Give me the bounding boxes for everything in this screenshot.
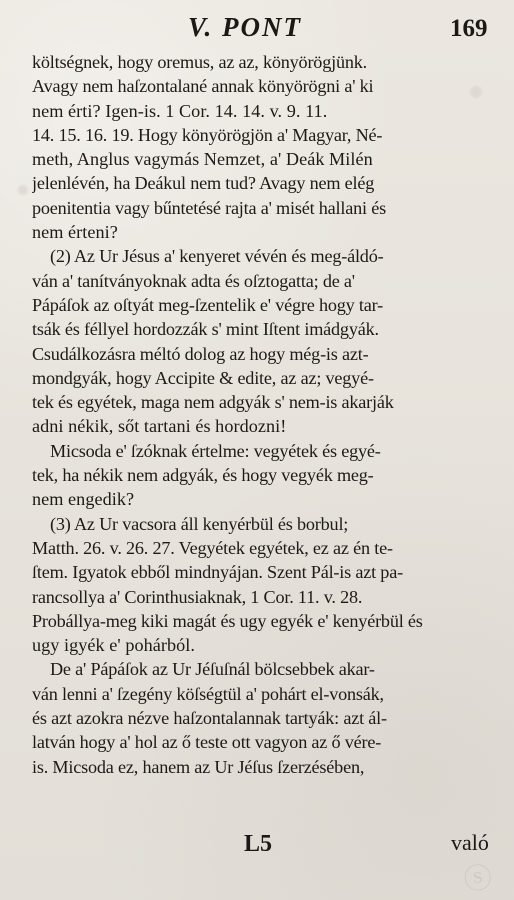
catchword: való	[451, 830, 489, 855]
ink-bleed-spot	[18, 185, 28, 195]
text-line: Csudálkozásra méltó dolog az hogy még-is azt-	[32, 343, 369, 364]
page-title: V. PONT	[188, 12, 303, 42]
page-number: 169	[450, 15, 488, 42]
text-line: (2) Az Ur Jésus a' kenyeret vévén és meg-áldó-	[50, 246, 384, 267]
body-text	[32, 50, 488, 779]
text-line: tek, ha nékik nem adgyák, és hogy vegyék meg-	[32, 465, 374, 486]
text-line: meth, Anglus vagymás Nemzet, a' Deák Milén	[32, 149, 373, 170]
text-line: ván a' tanítványoknak adta és oſztogatta; de a'	[32, 270, 355, 291]
text-line: és azt azokra nézve haſzontalannak tartyák: azt ál-	[32, 708, 387, 729]
text-line: jelenlévén, ha Deákul nem tud? Avagy nem elég	[32, 173, 375, 194]
signature-mark: L5	[244, 831, 273, 857]
text-line: tek és egyétek, maga nem adgyák s' nem-is akarják	[32, 392, 394, 413]
text-line: latván hogy a' hol az ő teste ott vagyon az ő vére-	[32, 732, 382, 753]
page-header	[0, 14, 514, 52]
text-line: rancsollya a' Corinthusiaknak, 1 Cor. 11. v. 28.	[32, 586, 363, 607]
text-line: adni nékik, sőt tartani és hordozni!	[32, 416, 287, 437]
text-line: Matth. 26. v. 26. 27. Vegyétek egyétek, ez az én te-	[32, 537, 393, 558]
text-line: (3) Az Ur vacsora áll kenyérbül és borbul;	[50, 513, 349, 534]
library-stamp-icon: ⓢ	[461, 860, 495, 897]
text-line: nem érti? Igen-is. 1 Cor. 14. 14. v. 9. 11.	[32, 100, 328, 121]
text-line: ugy igyék e' pohárból.	[32, 635, 195, 656]
text-line: költségnek, hogy oremus, az az, könyörögjünk.	[32, 52, 367, 72]
text-line: nem engedik?	[32, 489, 135, 510]
text-line: Probállya-meg kiki magát és ugy egyék e' kenyérbül és	[32, 610, 423, 631]
text-line: ván lenni a' ſzegény köſségtül a' pohárt el-vonsák,	[32, 683, 384, 704]
text-line: De a' Pápáſok az Ur Jéſuſnál bölcsebbek akar-	[50, 659, 375, 680]
text-line: tsák és féllyel hordozzák s' mint Iſtent imádgyák.	[32, 319, 379, 340]
text-line: is. Micsoda ez, hanem az Ur Jéſus ſzerzésében,	[32, 756, 365, 777]
text-line: Micsoda e' ſzóknak értelme: vegyétek és egyé-	[50, 440, 381, 461]
text-line: Avagy nem haſzontalané annak könyörögni a' ki	[32, 76, 374, 97]
text-line: mondgyák, hogy Accipite & edite, az az; vegyé-	[32, 367, 374, 388]
text-line: poenitentia vagy bűntetésé rajta a' misét hallani és	[32, 197, 386, 218]
text-line: Pápáſok az oſtyát meg-ſzentelik e' végre hogy tar-	[32, 294, 383, 315]
text-line: nem érteni?	[32, 222, 118, 243]
text-line: ſtem. Igyatok ebből mindnyájan. Szent Pál-is azt pa-	[32, 562, 403, 583]
text-line: 14. 15. 16. 19. Hogy könyörögjön a' Magyar, Né-	[32, 124, 383, 145]
